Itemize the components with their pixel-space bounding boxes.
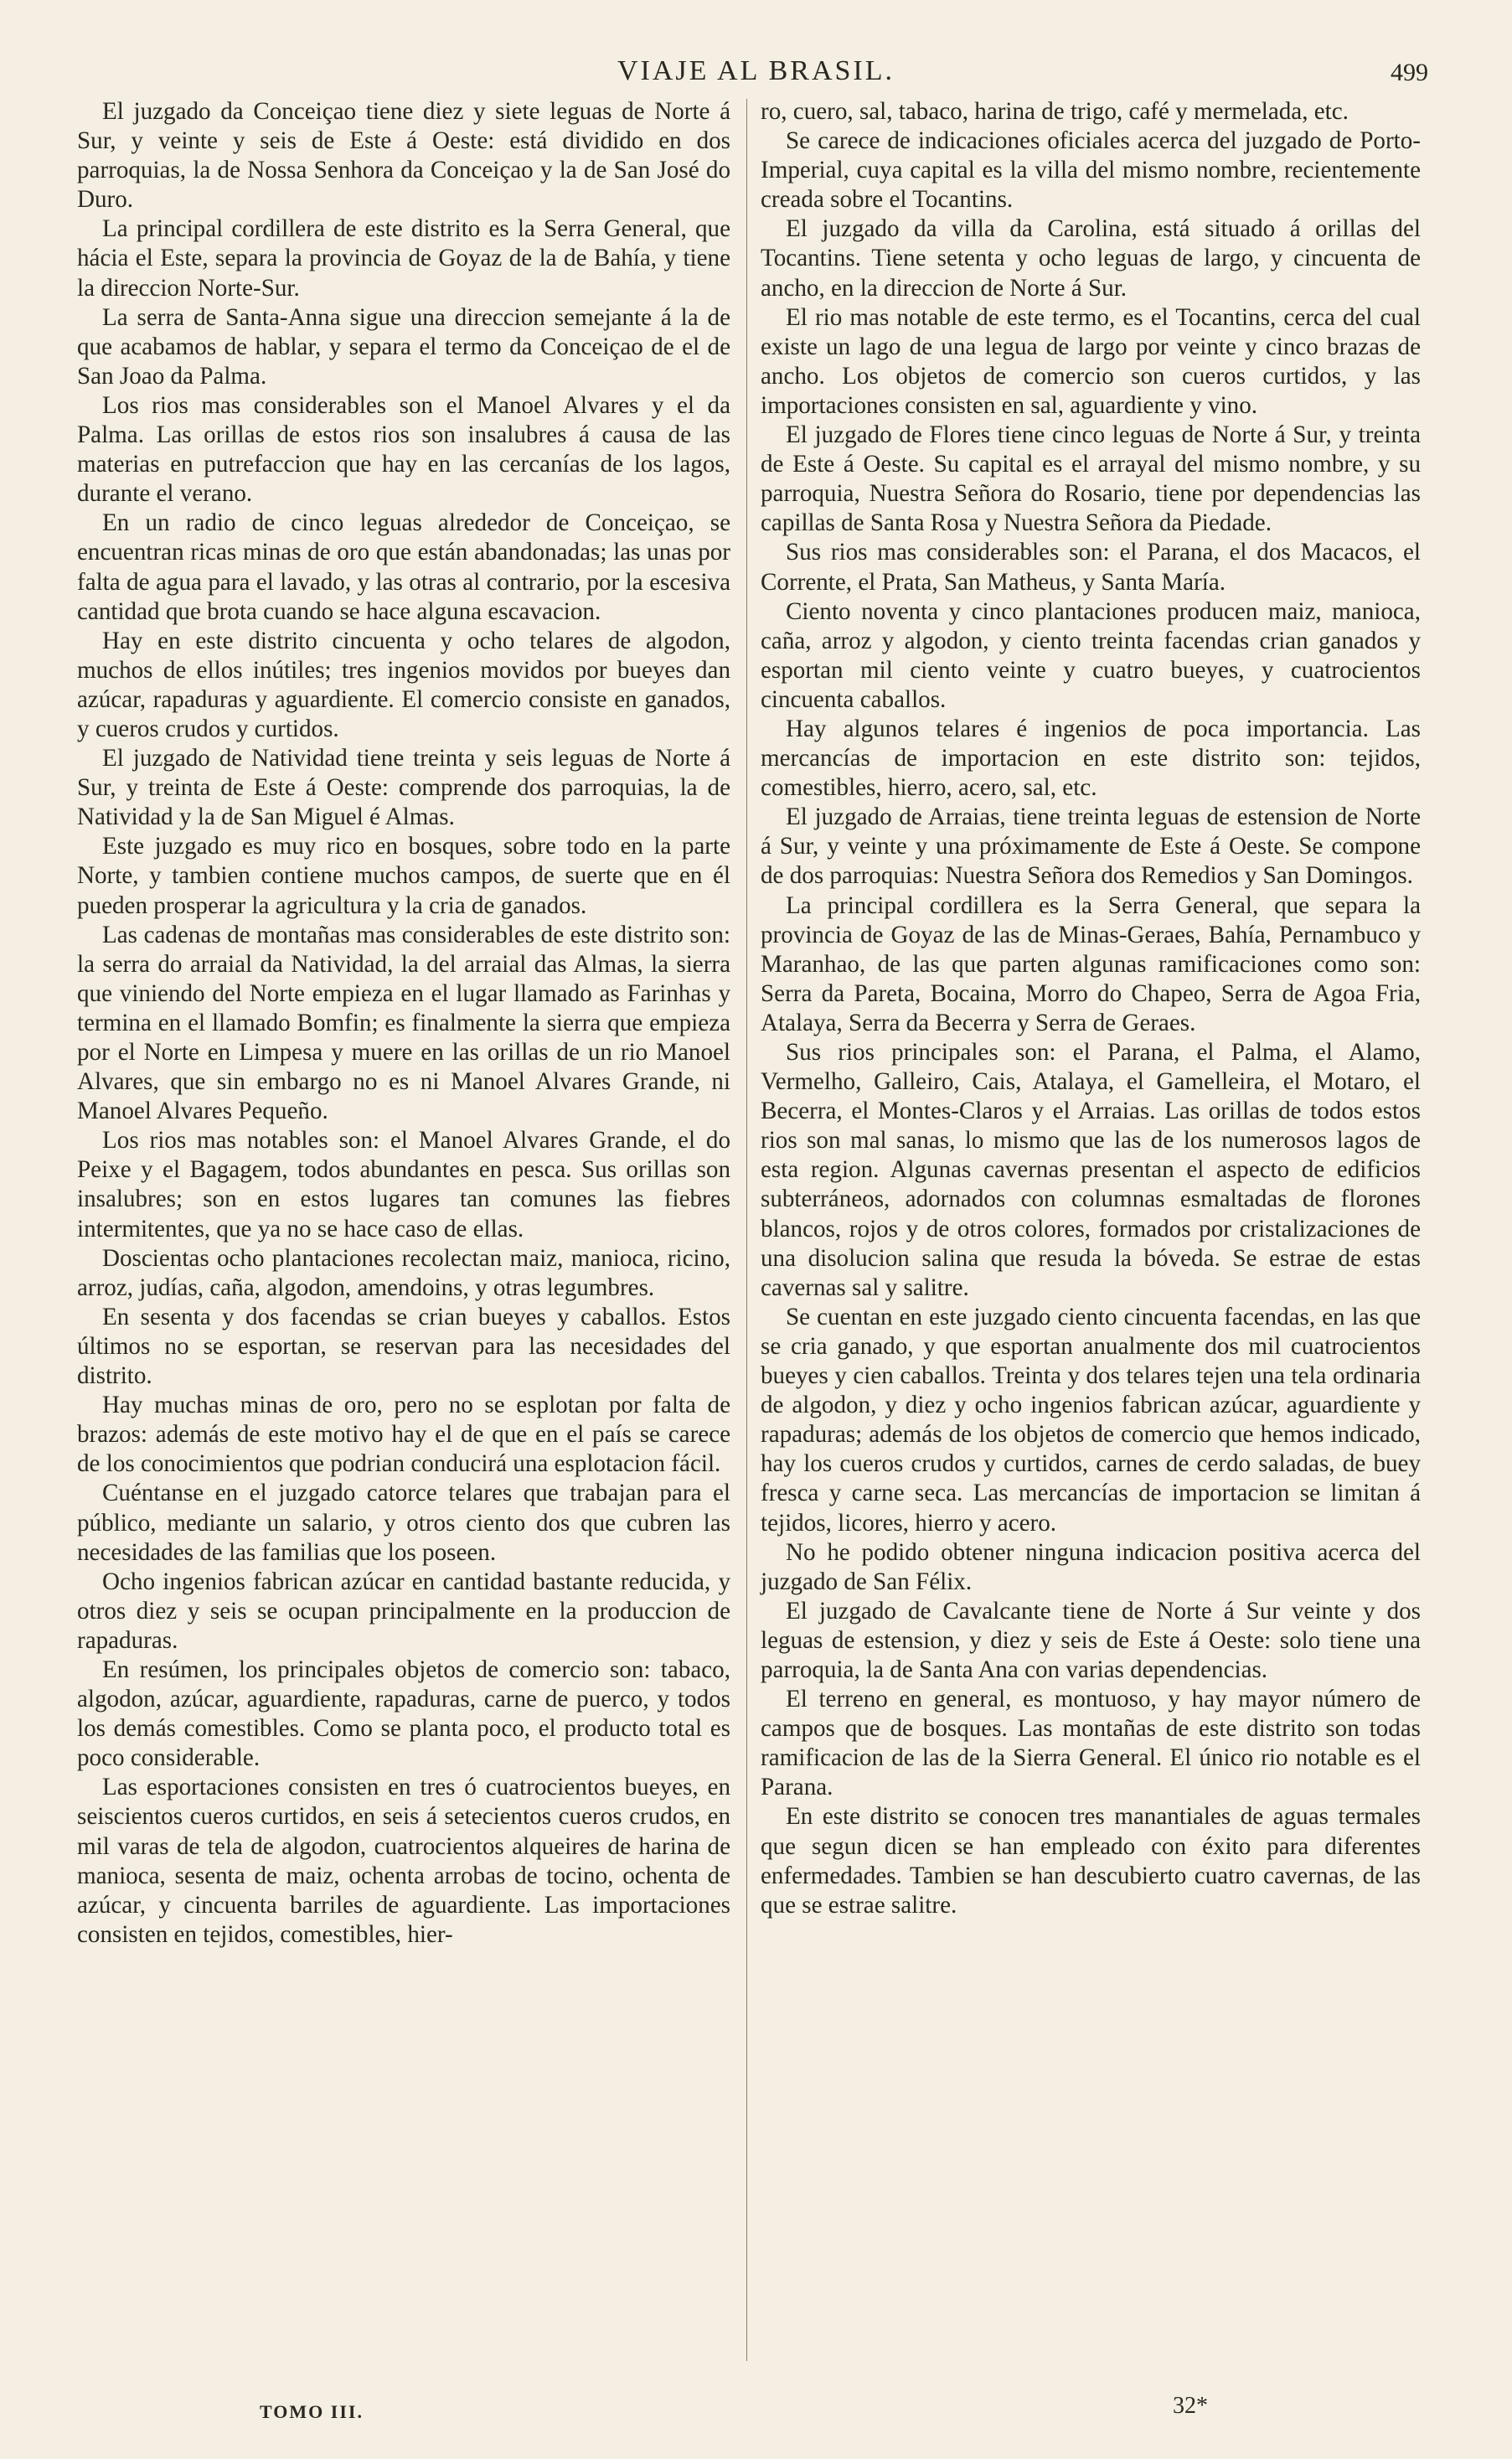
paragraph: Las cadenas de montañas mas considerables de este distrito son: la serra do arraial da Natividad, la del arraial das Almas, la sierra que viniendo del Norte empieza en el lugar llamado as Farinhas y termina en el llamado Bomfin; es finalmente la sierra que empieza por el Norte en Limpesa y muere en las orillas de un rio Manoel Alvares, que sin embargo no es ni Manoel Alvares Grande, ni Manoel Alvares Pequeño. [77,921,730,1125]
column-divider [746,99,747,2361]
paragraph: En un radio de cinco leguas alrededor de Conceiçao, se encuentran ricas minas de oro que están abandonadas; las unas por falta de agua para el lavado, y las otras al contrario, por la escesiva cantidad que brota cuando se hace alguna escavacion. [77,509,730,625]
paragraph: La principal cordillera es la Serra General, que separa la provincia de Goyaz de las de Minas-Geraes, Bahía, Pernambuco y Maranhao, de las que parten algunas ramificaciones como son: Serra da Pareta, Bocaina, Morro do Chapeo, Serra de Agoa Fria, Atalaya, Serra da Becerra y Serra de Geraes. [761,891,1421,1036]
paragraph: En sesenta y dos facendas se crian bueyes y caballos. Estos últimos no se esportan, se reservan para las necesidades del distrito. [77,1303,730,1390]
paragraph: La principal cordillera de este distrito es la Serra General, que hácia el Este, separa la provincia de Goyaz de la de Bahía, y tiene la direccion Norte-Sur. [77,215,730,302]
right-column [761,97,1421,1920]
left-column [77,97,730,1950]
paragraph: No he podido obtener ninguna indicacion positiva acerca del juzgado de San Félix. [761,1538,1421,1595]
paragraph: El juzgado da villa da Carolina, está situado á orillas del Tocantins. Tiene setenta y ocho leguas de largo, y cincuenta de ancho, en la direccion de Norte á Sur. [761,215,1421,302]
signature-mark: 32* [1173,2393,1208,2419]
paragraph: En resúmen, los principales objetos de comercio son: tabaco, algodon, azúcar, aguardiente, rapaduras, carne de puerco, y todos los demás comestibles. Como se planta poco, el producto total es poco considerable. [77,1656,730,1772]
paragraph: El terreno en general, es montuoso, y hay mayor número de campos que de bosques. Las montañas de este distrito son todas ramificacion de las de la Sierra General. El único rio notable es el Parana. [761,1686,1421,1801]
paragraph: La serra de Santa-Anna sigue una direccion semejante á la de que acabamos de hablar, y separa el termo da Conceiçao de el de San Joao da Palma. [77,303,730,390]
paragraph: Sus rios mas considerables son: el Parana, el dos Macacos, el Corrente, el Prata, San Matheus, y Santa María. [761,539,1421,596]
paragraph: Sus rios principales son: el Parana, el Palma, el Alamo, Vermelho, Galleiro, Cais, Atalaya, el Gamelleira, el Motaro, el Becerra, el Montes-Claros y el Arraias. Las orillas de todos estos rios son mal sanas, lo mismo que las de los numerosos lagos de esta region. Algunas cavernas presentan el aspecto de edificios subterráneos, adornados con columnas esmaltadas de florones blancos, rojos y de otros colores, formados por cristalizaciones de una disolucion salina que resuda la bóveda. Se estrae de estas cavernas sal y salitre. [761,1039,1421,1301]
paragraph: Las esportaciones consisten en tres ó cuatrocientos bueyes, en seiscientos cueros curtidos, en seis á setecientos cueros crudos, en mil varas de tela de algodon, cuatrocientos alqueires de harina de manioca, sesenta de maiz, ochenta arrobas de tocino, ochenta de azúcar, y cincuenta barriles de aguardiente. Las importaciones consisten en tejidos, comestibles, hier- [77,1774,730,1948]
volume-label: TOMO III. [260,2401,364,2422]
paragraph: Se cuentan en este juzgado ciento cincuenta facendas, en las que se cria ganado, y que esportan anualmente dos mil cuatrocientos bueyes y cien caballos. Treinta y dos telares tejen una tela ordinaria de algodon, y diez y ocho ingenios fabrican azúcar, aguardiente y rapaduras; además de los objetos de comercio que hemos indicado, hay los cueros crudos y curtidos, carnes de cerdo saladas, de buey fresca y carne seca. Las mercancías de importacion se limitan á tejidos, licores, hierro y acero. [761,1303,1421,1537]
paragraph: Los rios mas considerables son el Manoel Alvares y el da Palma. Las orillas de estos rios son insalubres á causa de las materias en putrefaccion que hay en las cercanías de los lagos, durante el verano. [77,391,730,508]
paragraph: Hay muchas minas de oro, pero no se esplotan por falta de brazos: además de este motivo hay el de que en el país se carece de los conocimientos que podrian conducirá una esplotacion fácil. [77,1392,730,1478]
paragraph: El juzgado de Natividad tiene treinta y seis leguas de Norte á Sur, y treinta de Este á Oeste: comprende dos parroquias, la de Natividad y la de San Miguel é Almas. [77,745,730,831]
paragraph: Este juzgado es muy rico en bosques, sobre todo en la parte Norte, y tambien contiene muchos campos, de suerte que en él pueden prosperar la agricultura y la cria de ganados. [77,833,730,919]
paragraph: En este distrito se conocen tres manantiales de aguas termales que segun dicen se han empleado con éxito para diferentes enfermedades. Tambien se han descubierto cuatro cavernas, de las que se estrae salitre. [761,1803,1421,1919]
paragraph: Se carece de indicaciones oficiales acerca del juzgado de Porto-Imperial, cuya capital es la villa del mismo nombre, recientemente creada sobre el Tocantins. [761,127,1421,214]
paragraph: Doscientas ocho plantaciones recolectan maiz, manioca, ricino, arroz, judías, caña, algodon, amendoins, y otras legumbres. [77,1244,730,1301]
paragraph-continuation: ro, cuero, sal, tabaco, harina de trigo, café y mermelada, etc. [761,98,1349,125]
paragraph: Hay algunos telares é ingenios de poca importancia. Las mercancías de importacion en este distrito son: tejidos, comestibles, hierro, acero, sal, etc. [761,715,1421,802]
paragraph: El juzgado de Flores tiene cinco leguas de Norte á Sur, y treinta de Este á Oeste. Su capital es el arrayal del mismo nombre, y su parroquia, Nuestra Señora do Rosario, tiene por dependencias las capillas de Santa Rosa y Nuestra Señora da Piedade. [761,421,1421,537]
paragraph: Ocho ingenios fabrican azúcar en cantidad bastante reducida, y otros diez y seis se ocupan principalmente en la produccion de rapaduras. [77,1568,730,1654]
paragraph: El rio mas notable de este termo, es el Tocantins, cerca del cual existe un lago de una legua de largo por veinte y cinco brazas de ancho. Los objetos de comercio son cueros curtidos, y las importaciones consisten en sal, aguardiente y vino. [761,303,1421,419]
paragraph: Ciento noventa y cinco plantaciones producen maiz, manioca, caña, arroz y algodon, y ciento treinta facendas crian ganados y esportan mil ciento veinte y cuatro bueyes, y cuatrocientos cincuenta caballos. [761,597,1421,713]
paragraph: El juzgado de Arraias, tiene treinta leguas de estension de Norte á Sur, y veinte y una próximamente de Este á Oeste. Se compone de dos parroquias: Nuestra Señora dos Remedios y San Domingos. [761,803,1421,890]
paragraph: El juzgado de Cavalcante tiene de Norte á Sur veinte y dos leguas de estension, y diez y seis de Este á Oeste: solo tiene una parroquia, la de Santa Ana con varias dependencias. [761,1597,1421,1683]
page-number: 499 [1391,59,1428,86]
paragraph: Hay en este distrito cincuenta y ocho telares de algodon, muchos de ellos inútiles; tres ingenios movidos por bueyes dan azúcar, rapaduras y aguardiente. El comercio consiste en ganados, y cueros crudos y curtidos. [77,627,730,742]
paragraph: El juzgado da Conceiçao tiene diez y siete leguas de Norte á Sur, y veinte y seis de Este á Oeste: está dividido en dos parroquias, la de Nossa Senhora da Conceiçao y la de San José do Duro. [77,98,730,214]
paragraph: Cuéntanse en el juzgado catorce telares que trabajan para el público, mediante un salario, y otros ciento dos que cubren las necesidades de las familias que los poseen. [77,1480,730,1566]
paragraph: Los rios mas notables son: el Manoel Alvares Grande, el do Peixe y el Bagagem, todos abundantes en pesca. Sus orillas son insalubres; son en estos lugares tan comunes las fiebres intermitentes, que ya no se hace caso de ellas. [77,1127,730,1242]
page-header-title: VIAJE AL BRASIL. [617,55,895,86]
